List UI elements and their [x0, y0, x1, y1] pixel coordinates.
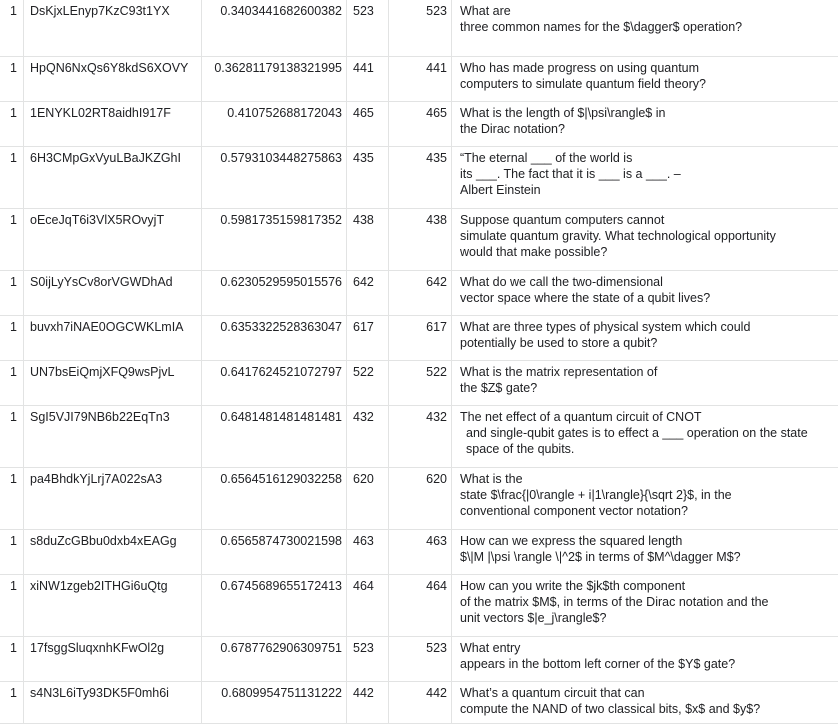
table-row [0, 271, 838, 316]
question-line: Suppose quantum computers cannot [460, 213, 665, 227]
id-cell[interactable]: s4N3L6iTy93DK5F0mh6i [24, 682, 202, 723]
value-cell[interactable]: 617 [347, 316, 389, 360]
question-cell[interactable] [452, 361, 838, 405]
value-copy-cell[interactable]: 464 [389, 575, 452, 636]
id-cell[interactable]: s8duZcGBbu0dxb4xEAGg [24, 530, 202, 574]
count-cell[interactable]: 1 [0, 316, 24, 360]
table-row [0, 102, 838, 147]
question-cell[interactable] [452, 0, 838, 56]
table-row [0, 530, 838, 575]
question-line: “The eternal ___ of the world is [460, 151, 633, 165]
score-cell[interactable]: 0.6230529595015576 [202, 271, 347, 315]
value-copy-cell[interactable]: 617 [389, 316, 452, 360]
table-row [0, 637, 838, 682]
question-line: space of the qubits. [466, 442, 575, 456]
question-line: would that make possible? [460, 245, 608, 259]
question-line: Who has made progress on using quantum [460, 61, 700, 75]
question-line: What are [460, 4, 511, 18]
question-line: What is the [460, 472, 523, 486]
question-line: of the matrix $M$, in terms of the Dirac notation and the [460, 595, 769, 609]
value-copy-cell[interactable]: 642 [389, 271, 452, 315]
table-row [0, 468, 838, 530]
question-line: unit vectors $|e_j\rangle$? [460, 611, 607, 625]
question-line: and single-qubit gates is to effect a ___ operation on the state [466, 426, 808, 440]
count-cell[interactable]: 1 [0, 361, 24, 405]
id-cell[interactable]: oEceJqT6i3VlX5ROvyjT [24, 209, 202, 270]
question-line: the $Z$ gate? [460, 381, 538, 395]
score-cell[interactable]: 0.410752688172043 [202, 102, 347, 146]
value-cell[interactable]: 435 [347, 147, 389, 208]
value-cell[interactable]: 441 [347, 57, 389, 101]
value-copy-cell[interactable]: 441 [389, 57, 452, 101]
table-row [0, 682, 838, 724]
question-line: What is the matrix representation of [460, 365, 658, 379]
question-line: conventional component vector notation? [460, 504, 688, 518]
count-cell[interactable]: 1 [0, 406, 24, 467]
question-line: appears in the bottom left corner of the $Y$ gate? [460, 657, 736, 671]
count-cell[interactable]: 1 [0, 0, 24, 56]
score-cell[interactable]: 0.6353322528363047 [202, 316, 347, 360]
question-cell[interactable] [452, 575, 838, 636]
id-cell[interactable]: 6H3CMpGxVyuLBaJKZGhI [24, 147, 202, 208]
table-row [0, 575, 838, 637]
question-cell[interactable] [452, 209, 838, 270]
value-copy-cell[interactable]: 523 [389, 0, 452, 56]
value-copy-cell[interactable]: 442 [389, 682, 452, 723]
id-cell[interactable]: 17fsggSluqxnhKFwOl2g [24, 637, 202, 681]
value-copy-cell[interactable]: 432 [389, 406, 452, 467]
count-cell[interactable]: 1 [0, 147, 24, 208]
count-cell[interactable]: 1 [0, 271, 24, 315]
count-cell[interactable]: 1 [0, 57, 24, 101]
count-cell[interactable]: 1 [0, 530, 24, 574]
question-cell[interactable] [452, 57, 838, 101]
question-line: What do we call the two-dimensional [460, 275, 663, 289]
question-cell[interactable] [452, 271, 838, 315]
count-cell[interactable]: 1 [0, 637, 24, 681]
id-cell[interactable]: S0ijLyYsCv8orVGWDhAd [24, 271, 202, 315]
question-line: simulate quantum gravity. What technological opportunity [460, 229, 776, 243]
table-row [0, 406, 838, 468]
question-line: compute the NAND of two classical bits, $x$ and $y$? [460, 702, 761, 716]
score-cell[interactable]: 0.5793103448275863 [202, 147, 347, 208]
score-cell[interactable]: 0.6417624521072797 [202, 361, 347, 405]
table-row [0, 147, 838, 209]
question-cell[interactable] [452, 406, 838, 467]
count-cell[interactable]: 1 [0, 102, 24, 146]
count-cell[interactable]: 1 [0, 575, 24, 636]
score-cell[interactable]: 0.6809954751131222 [202, 682, 347, 723]
question-cell[interactable] [452, 682, 838, 723]
value-copy-cell[interactable]: 620 [389, 468, 452, 529]
question-line: computers to simulate quantum field theory? [460, 77, 706, 91]
question-cell[interactable] [452, 637, 838, 681]
score-cell[interactable]: 0.6565874730021598 [202, 530, 347, 574]
question-line: How can you write the $jk$th component [460, 579, 686, 593]
question-line: What are three types of physical system which could [460, 320, 751, 334]
score-cell[interactable]: 0.6745689655172413 [202, 575, 347, 636]
id-cell[interactable]: SgI5VJI79NB6b22EqTn3 [24, 406, 202, 467]
question-cell[interactable] [452, 468, 838, 529]
table-row [0, 361, 838, 406]
id-cell[interactable]: pa4BhdkYjLrj7A022sA3 [24, 468, 202, 529]
table-row [0, 209, 838, 271]
score-cell[interactable]: 0.5981735159817352 [202, 209, 347, 270]
table-row [0, 0, 838, 57]
value-cell[interactable]: 522 [347, 361, 389, 405]
value-cell[interactable]: 442 [347, 682, 389, 723]
value-cell[interactable]: 620 [347, 468, 389, 529]
question-line: the Dirac notation? [460, 122, 565, 136]
question-cell[interactable] [452, 316, 838, 360]
table-row [0, 57, 838, 102]
question-cell[interactable] [452, 102, 838, 146]
value-cell[interactable]: 432 [347, 406, 389, 467]
question-line: The net effect of a quantum circuit of CNOT [460, 410, 702, 424]
id-cell[interactable]: xiNW1zgeb2ITHGi6uQtg [24, 575, 202, 636]
question-line: state $\frac{|0\rangle + i|1\rangle}{\sqrt 2}$, in the [460, 488, 732, 502]
question-line: What entry [460, 641, 521, 655]
value-cell[interactable]: 464 [347, 575, 389, 636]
value-copy-cell[interactable]: 438 [389, 209, 452, 270]
value-copy-cell[interactable]: 435 [389, 147, 452, 208]
score-cell[interactable]: 0.6787762906309751 [202, 637, 347, 681]
count-cell[interactable]: 1 [0, 682, 24, 723]
table-row [0, 316, 838, 361]
score-cell[interactable]: 0.36281179138321995 [202, 57, 347, 101]
value-cell[interactable]: 523 [347, 0, 389, 56]
id-cell[interactable]: HpQN6NxQs6Y8kdS6XOVY [24, 57, 202, 101]
value-cell[interactable]: 463 [347, 530, 389, 574]
question-line: vector space where the state of a qubit lives? [460, 291, 711, 305]
count-cell[interactable]: 1 [0, 468, 24, 529]
value-copy-cell[interactable]: 465 [389, 102, 452, 146]
value-cell[interactable]: 642 [347, 271, 389, 315]
question-line: potentially be used to store a qubit? [460, 336, 658, 350]
question-cell[interactable] [452, 530, 838, 574]
question-line: three common names for the $\dagger$ operation? [460, 20, 743, 34]
question-line: What’s a quantum circuit that can [460, 686, 645, 700]
question-line: How can we express the squared length [460, 534, 683, 548]
value-copy-cell[interactable]: 523 [389, 637, 452, 681]
score-cell[interactable]: 0.6564516129032258 [202, 468, 347, 529]
score-cell[interactable]: 0.6481481481481481 [202, 406, 347, 467]
question-line: its ___. The fact that it is ___ is a ___. – [460, 167, 681, 181]
value-copy-cell[interactable]: 522 [389, 361, 452, 405]
question-line: Albert Einstein [460, 183, 541, 197]
question-line: $\|M |\psi \rangle \|^2$ in terms of $M^\dagger M$? [460, 550, 741, 564]
count-cell[interactable]: 1 [0, 209, 24, 270]
value-copy-cell[interactable]: 463 [389, 530, 452, 574]
question-cell[interactable] [452, 147, 838, 208]
id-cell[interactable]: buvxh7iNAE0OGCWKLmIA [24, 316, 202, 360]
value-cell[interactable]: 523 [347, 637, 389, 681]
question-line: What is the length of $|\psi\rangle$ in [460, 106, 666, 120]
score-cell[interactable]: 0.3403441682600382 [202, 0, 347, 56]
id-cell[interactable]: UN7bsEiQmjXFQ9wsPjvL [24, 361, 202, 405]
id-cell[interactable]: 1ENYKL02RT8aidhI917F [24, 102, 202, 146]
id-cell[interactable]: DsKjxLEnyp7KzC93t1YX [24, 0, 202, 56]
value-cell[interactable]: 438 [347, 209, 389, 270]
value-cell[interactable]: 465 [347, 102, 389, 146]
